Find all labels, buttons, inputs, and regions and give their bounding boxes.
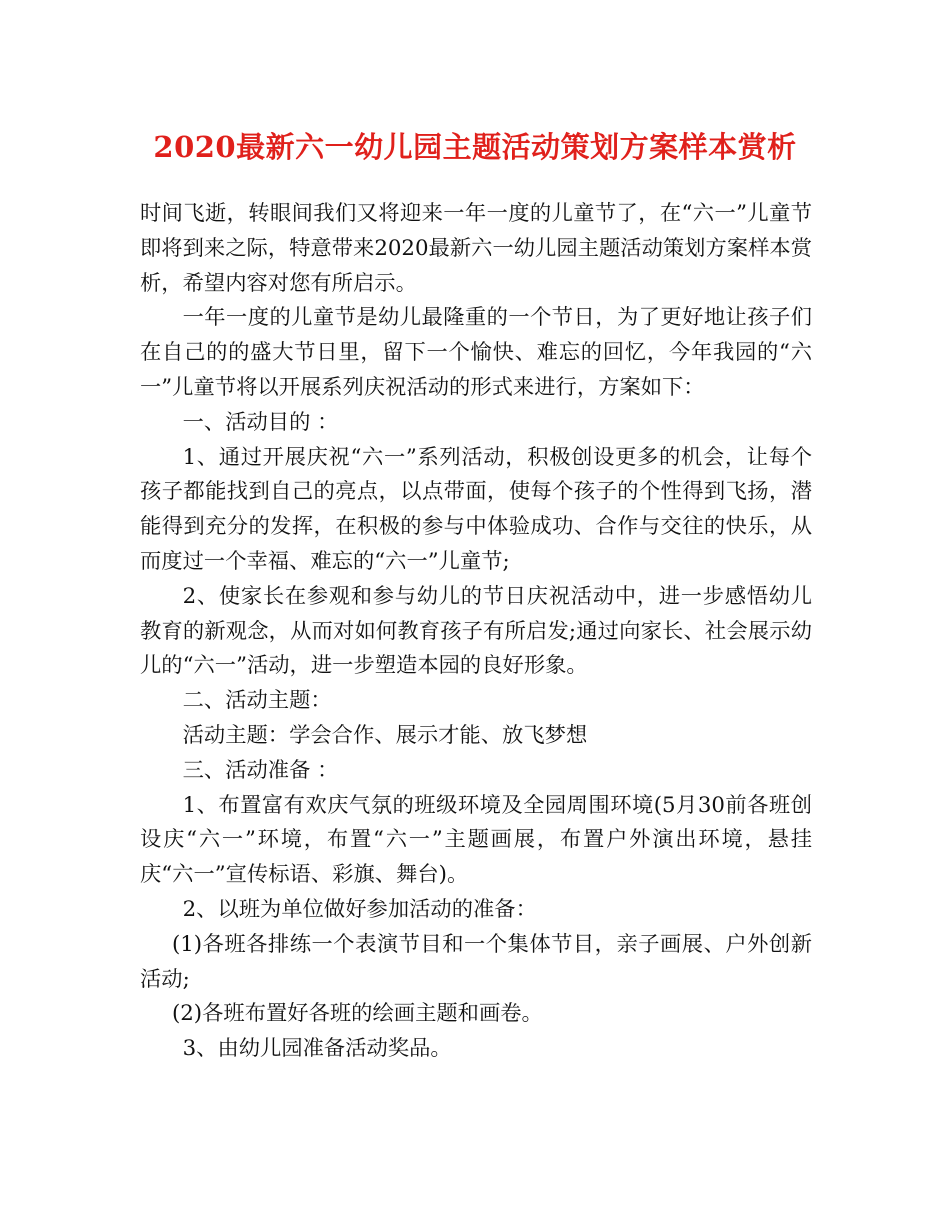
body-paragraph: (2)各班布置好各班的绘画主题和画卷。 [171,1001,543,1027]
body-paragraph: (1)各班各排练一个表演节目和一个集体节目，亲子画展、户外创新活动; [140,931,812,992]
section-heading: 一、活动目的 ： [182,409,339,435]
body-paragraph: 1、布置富有欢庆气氛的班级环境及全园周围环境(5月30前各班创设庆“六一”环境，布置“六一”主题画展，布置户外演出环境，悬挂庆“六一”宣传标语、彩旗、舞台)。 [140,792,812,888]
body-paragraph: 3、由幼儿园准备活动奖品。 [182,1036,452,1062]
body-paragraph: 2、使家长在参观和参与幼儿的节日庆祝活动中，进一步感悟幼儿教育的新观念，从而对如何教育孩子有所启发;通过向家长、社会展示幼儿的“六一”活动，进一步塑造本园的良好形象。 [140,583,812,679]
body-paragraph: 2、以班为单位做好参加活动的准备： [182,896,537,922]
document-title: 2020最新六一幼儿园主题活动策划方案样本赏析 [153,130,797,164]
document-body [140,197,812,1067]
intro-paragraph: 时间飞逝，转眼间我们又将迎来一年一度的儿童节了，在“六一”儿童节即将到来之际，特意带来2020最新六一幼儿园主题活动策划方案样本赏析，希望内容对您有所启示。 [140,201,812,296]
body-paragraph: 活动主题：学会合作、展示才能、放飞梦想 [182,722,588,748]
section-heading: 三、活动准备 ： [182,757,339,783]
body-paragraph: 1、通过开展庆祝“六一”系列活动，积极创设更多的机会，让每个孩子都能找到自己的亮点，以点带面，使每个孩子的个性得到飞扬，潜能得到充分的发挥，在积极的参与中体验成功、合作与交往的快乐，从而度过一个幸福、难忘的“六一”儿童节; [140,444,812,574]
body-paragraph: 一年一度的儿童节是幼儿最隆重的一个节日，为了更好地让孩子们在自己的的盛大节日里，留下一个愉快、难忘的回忆，今年我园的“六一”儿童节将以开展系列庆祝活动的形式来进行，方案如下： [140,305,812,400]
section-heading: 二、活动主题： [182,688,332,714]
